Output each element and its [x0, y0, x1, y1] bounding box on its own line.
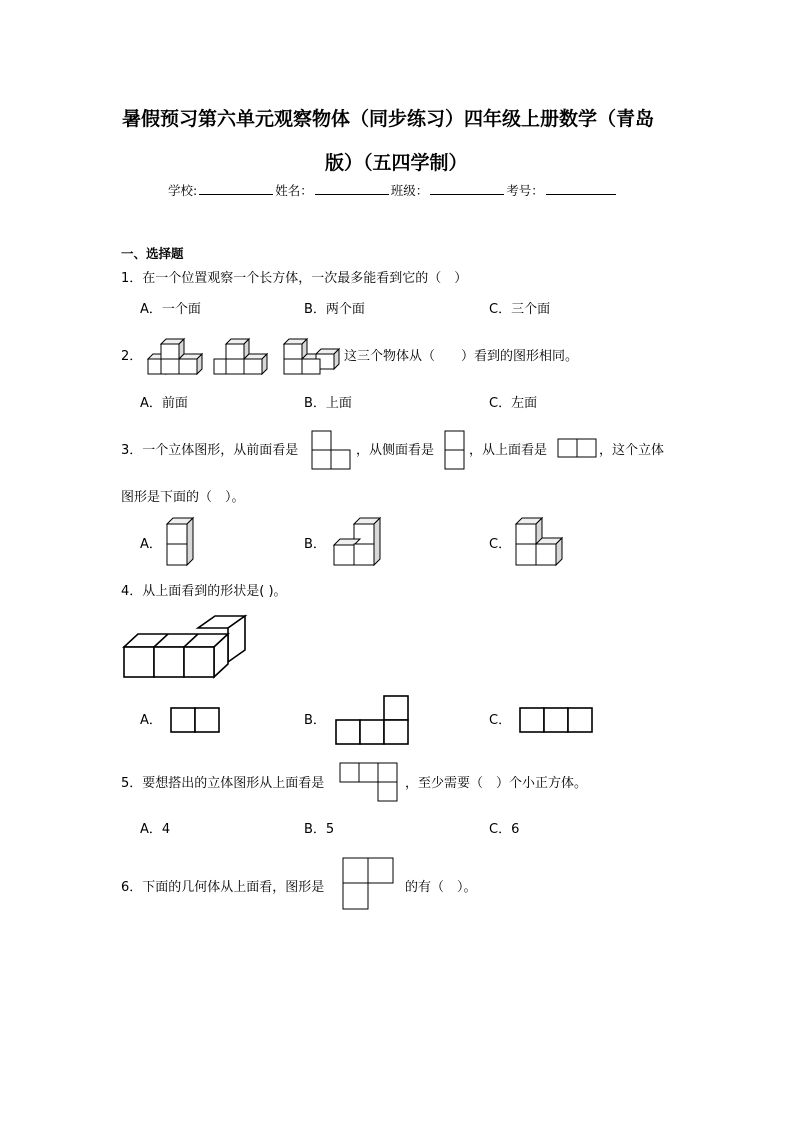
q4-option-b-figure[interactable] [335, 695, 409, 746]
q4-option-b-label[interactable]: B． [304, 713, 326, 728]
q5-option-a[interactable]: A．4 [140, 822, 171, 837]
q3-option-a-figure[interactable] [166, 517, 196, 567]
q5-option-c[interactable]: C．6 [489, 822, 520, 837]
q4-option-c-label[interactable]: C． [489, 713, 512, 728]
q3-option-b-figure[interactable] [333, 517, 385, 567]
q4-option-c-figure[interactable] [519, 707, 593, 734]
q2-stem: 这三个物体从（ ）看到的图形相同。 [344, 349, 579, 364]
q3-stem-part4: ，这个立体 [599, 443, 665, 458]
q2-solid-3 [280, 333, 342, 379]
q1-option-c[interactable]: C．三个面 [489, 302, 551, 317]
q1-stem: 1．在一个位置观察一个长方体，一次最多能看到它的（ ） [121, 271, 468, 286]
q4-option-a-figure[interactable] [170, 707, 220, 734]
school-label: 学校: [168, 183, 198, 198]
q5-stem-part2: ，至少需要（ ）个小正方体。 [405, 776, 588, 791]
section-heading: 一、选择题 [121, 246, 184, 261]
q3-option-a-label[interactable]: A． [140, 537, 162, 552]
class-label: 班级： [390, 183, 429, 198]
q1-option-b[interactable]: B．两个面 [304, 302, 365, 317]
name-label: 姓名： [275, 183, 313, 198]
q2-option-c[interactable]: C．左面 [489, 396, 538, 411]
q3-stem-part3: ，从上面看是 [469, 443, 548, 458]
q4-option-a-label[interactable]: A． [140, 713, 162, 728]
q2-option-a[interactable]: A．前面 [140, 396, 188, 411]
number-label: 考号： [506, 183, 544, 198]
page-title: 暑假预习第六单元观察物体（同步练习）四年级上册数学（青岛 [122, 108, 655, 130]
q5-top-view-figure [339, 762, 399, 802]
name-blank[interactable] [315, 182, 389, 195]
number-blank[interactable] [546, 182, 616, 195]
q3-front-view-figure [311, 430, 351, 470]
q2-solid-2 [212, 333, 272, 379]
q1-option-a[interactable]: A．一个面 [140, 302, 201, 317]
q2-option-b[interactable]: B．上面 [304, 396, 352, 411]
q3-stem-line2: 图形是下面的（ ）。 [121, 490, 245, 505]
q3-option-b-label[interactable]: B． [304, 537, 326, 552]
q6-stem-part1: 6．下面的几何体从上面看，图形是 [121, 880, 325, 895]
q3-top-view-figure [557, 438, 597, 458]
q3-side-view-figure [444, 430, 466, 470]
school-blank[interactable] [199, 182, 273, 195]
q3-option-c-figure[interactable] [515, 517, 567, 567]
q3-option-c-label[interactable]: C． [489, 537, 512, 552]
q5-stem-part1: 5．要想搭出的立体图形从上面看是 [121, 776, 325, 791]
page-title-line2: 版）（五四学制） [325, 152, 468, 174]
q2-solid-1 [145, 333, 205, 379]
q5-option-b[interactable]: B．5 [304, 822, 335, 837]
q3-stem-part1: 3．一个立体图形，从前面看是 [121, 443, 299, 458]
q6-top-view-figure [342, 857, 394, 911]
student-info-line [168, 181, 618, 199]
class-blank[interactable] [430, 182, 504, 195]
q4-stem: 4．从上面看到的形状是( )。 [121, 584, 287, 599]
q6-stem-part2: 的有（ ）。 [405, 880, 477, 895]
q4-solid-figure [121, 612, 251, 680]
q2-number: 2． [121, 349, 143, 364]
q3-stem-part2: ，从侧面看是 [356, 443, 435, 458]
